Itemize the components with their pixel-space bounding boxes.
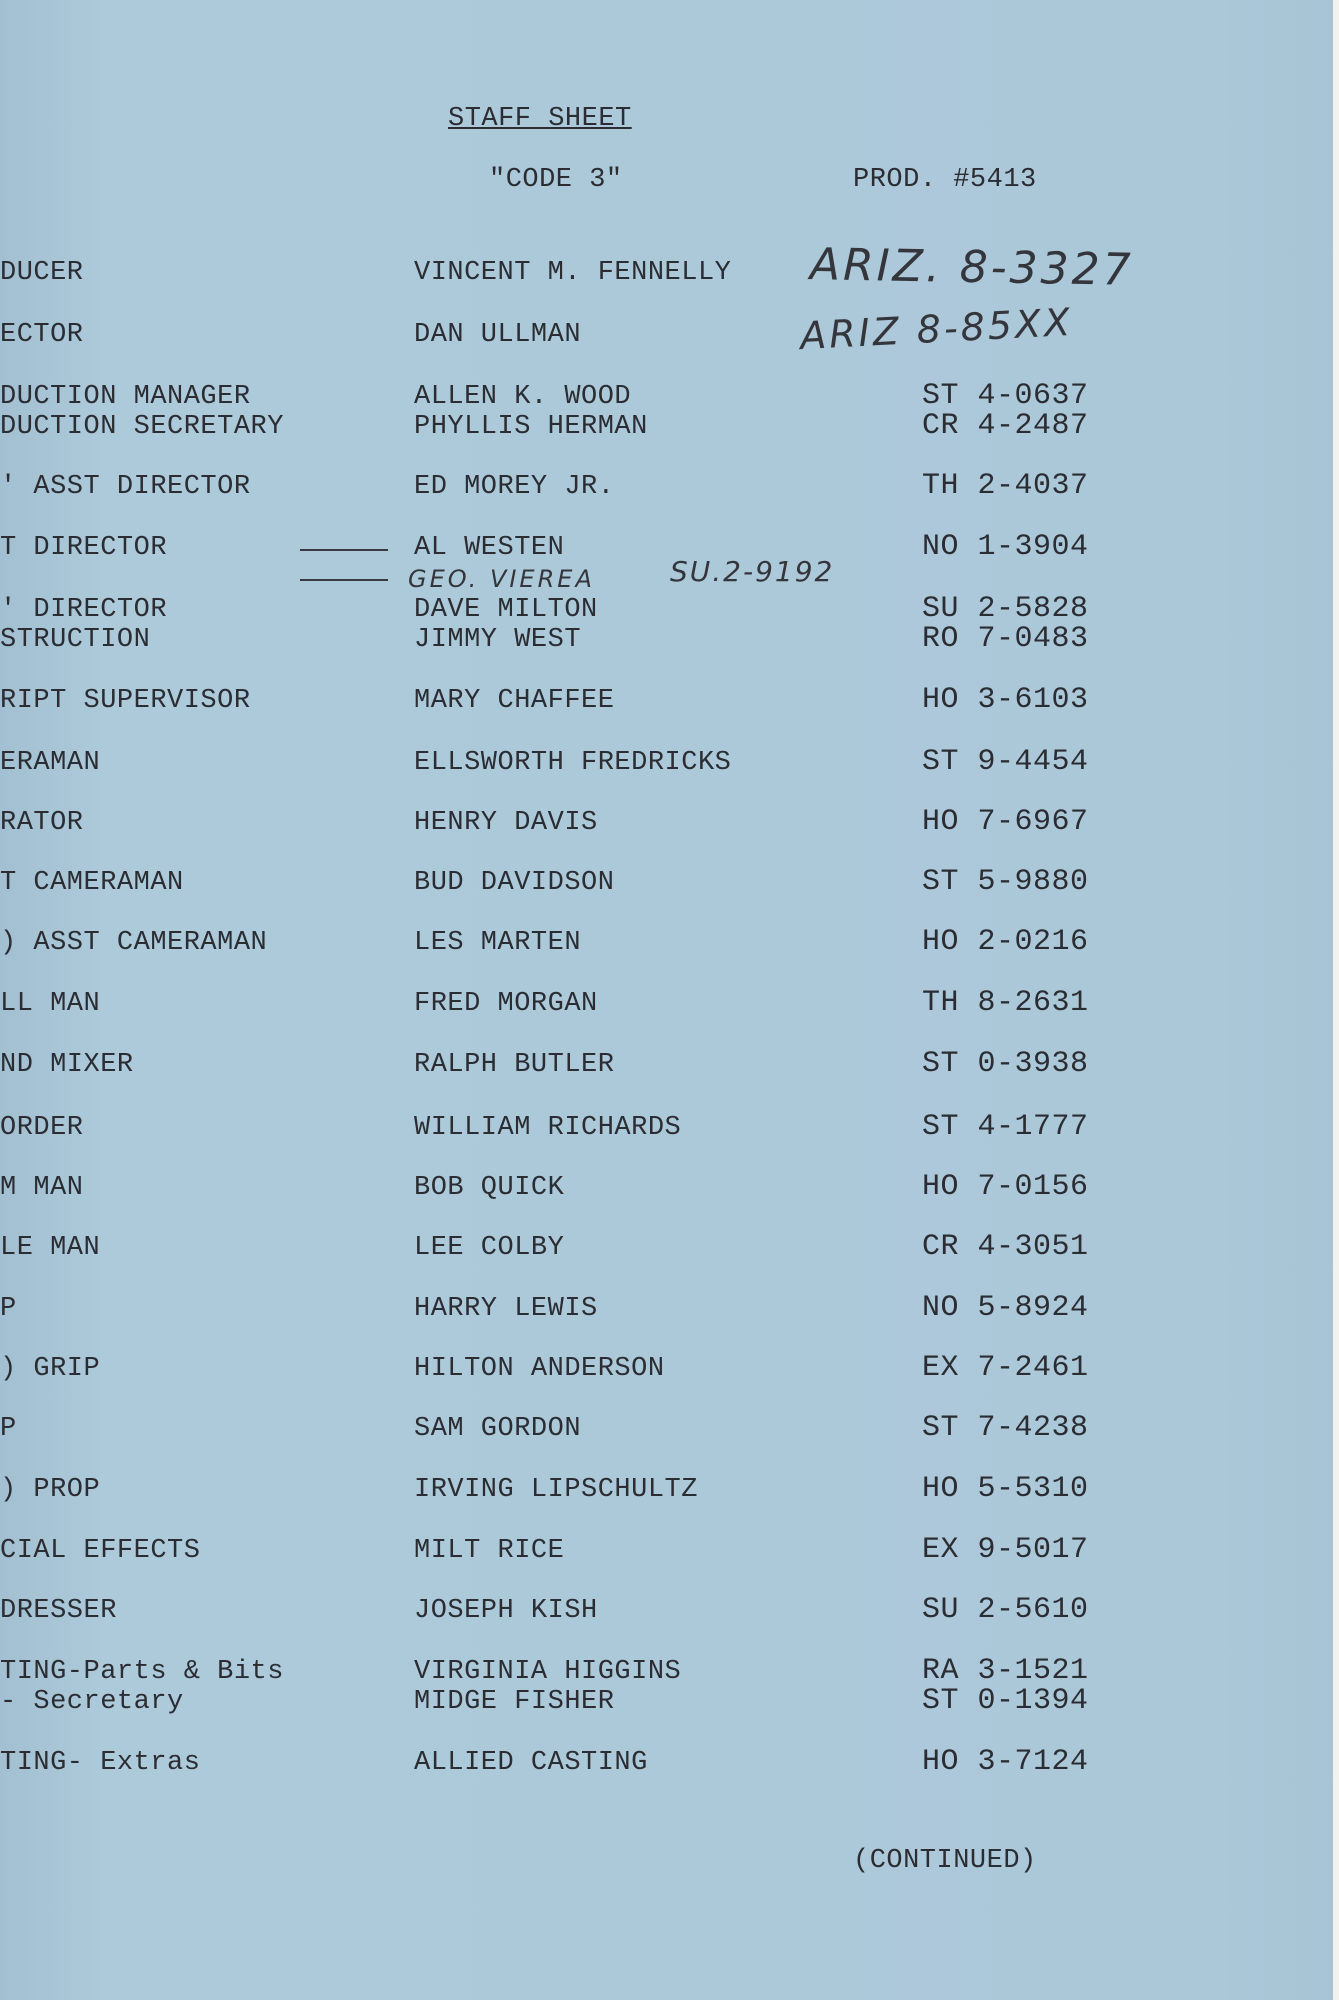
role-label: LL MAN — [0, 989, 101, 1019]
phone-number: ST 4-1777 — [922, 1110, 1089, 1144]
staff-name: FRED MORGAN — [414, 989, 598, 1019]
sheet-title: STAFF SHEET — [448, 104, 632, 134]
phone-number: HO 5-5310 — [922, 1472, 1089, 1506]
continued-label: (CONTINUED) — [853, 1846, 1037, 1876]
phone-number: TH 2-4037 — [922, 469, 1089, 503]
staff-name: AL WESTEN — [414, 533, 565, 563]
role-label: DUCTION MANAGER — [0, 382, 251, 412]
phone-number: HO 2-0216 — [922, 925, 1089, 959]
role-label: T DIRECTOR — [0, 533, 168, 563]
phone-number: RA 3-1521 — [922, 1654, 1089, 1688]
staff-name: JIMMY WEST — [414, 625, 582, 655]
role-label: TING-Parts & Bits — [0, 1657, 284, 1687]
role-label: DUCTION SECRETARY — [0, 412, 284, 442]
staff-name: BOB QUICK — [414, 1173, 565, 1203]
handwritten-phone-producer: ARIZ. 8-3327 — [809, 239, 1135, 296]
role-label: ) PROP — [0, 1475, 101, 1505]
staff-name: WILLIAM RICHARDS — [414, 1113, 682, 1143]
production-title: "CODE 3" — [489, 165, 623, 195]
role-label: ' ASST DIRECTOR — [0, 472, 251, 502]
role-label: RATOR — [0, 808, 84, 838]
strike-line — [300, 579, 388, 581]
phone-number: RO 7-0483 — [922, 622, 1089, 656]
strike-line — [300, 549, 388, 551]
phone-number: EX 7-2461 — [922, 1351, 1089, 1385]
role-label: P — [0, 1414, 17, 1444]
phone-number: SU 2-5610 — [922, 1593, 1089, 1627]
role-label: ) ASST CAMERAMAN — [0, 928, 268, 958]
staff-name: DAVE MILTON — [414, 595, 598, 625]
staff-name: DAN ULLMAN — [414, 320, 582, 350]
staff-name: PHYLLIS HERMAN — [414, 412, 648, 442]
phone-number: HO 7-6967 — [922, 805, 1089, 839]
phone-number: HO 3-7124 — [922, 1745, 1089, 1779]
role-label: ORDER — [0, 1113, 84, 1143]
staff-name: HILTON ANDERSON — [414, 1354, 665, 1384]
phone-number: ST 4-0637 — [922, 379, 1089, 413]
staff-name: MILT RICE — [414, 1536, 565, 1566]
staff-name: MARY CHAFFEE — [414, 686, 615, 716]
staff-name: MIDGE FISHER — [414, 1687, 615, 1717]
phone-number: CR 4-2487 — [922, 409, 1089, 443]
staff-name: IRVING LIPSCHULTZ — [414, 1475, 698, 1505]
staff-name: ALLEN K. WOOD — [414, 382, 632, 412]
role-label: M MAN — [0, 1173, 84, 1203]
phone-number: HO 7-0156 — [922, 1170, 1089, 1204]
staff-name: BUD DAVIDSON — [414, 868, 615, 898]
handwritten-added-name: GEO. VIEREA — [408, 565, 595, 593]
phone-number: NO 1-3904 — [922, 530, 1089, 564]
role-label: STRUCTION — [0, 625, 151, 655]
staff-name: SAM GORDON — [414, 1414, 582, 1444]
phone-number: ST 9-4454 — [922, 745, 1089, 779]
staff-name: LES MARTEN — [414, 928, 582, 958]
staff-name: VIRGINIA HIGGINS — [414, 1657, 682, 1687]
role-label: ' DIRECTOR — [0, 595, 168, 625]
phone-number: CR 4-3051 — [922, 1230, 1089, 1264]
phone-number: ST 5-9880 — [922, 865, 1089, 899]
staff-name: RALPH BUTLER — [414, 1050, 615, 1080]
production-number: PROD. #5413 — [853, 165, 1037, 195]
phone-number: ST 0-3938 — [922, 1047, 1089, 1081]
role-label: T CAMERAMAN — [0, 868, 184, 898]
handwritten-added-phone: SU.2-9192 — [670, 555, 835, 588]
staff-name: ALLIED CASTING — [414, 1748, 648, 1778]
role-label: RIPT SUPERVISOR — [0, 686, 251, 716]
role-label: LE MAN — [0, 1233, 101, 1263]
role-label: ) GRIP — [0, 1354, 101, 1384]
staff-name: LEE COLBY — [414, 1233, 565, 1263]
staff-name: ED MOREY JR. — [414, 472, 615, 502]
phone-number: SU 2-5828 — [922, 592, 1089, 626]
paper-edge — [1333, 0, 1339, 2000]
role-label: ERAMAN — [0, 748, 101, 778]
phone-number: EX 9-5017 — [922, 1533, 1089, 1567]
phone-number: ST 7-4238 — [922, 1411, 1089, 1445]
phone-number: TH 8-2631 — [922, 986, 1089, 1020]
staff-name: HENRY DAVIS — [414, 808, 598, 838]
staff-name: ELLSWORTH FREDRICKS — [414, 748, 732, 778]
role-label: - Secretary — [0, 1687, 184, 1717]
role-label: TING- Extras — [0, 1748, 201, 1778]
phone-number: ST 0-1394 — [922, 1684, 1089, 1718]
role-label: CIAL EFFECTS — [0, 1536, 201, 1566]
staff-name: VINCENT M. FENNELLY — [414, 258, 732, 288]
phone-number: HO 3-6103 — [922, 683, 1089, 717]
role-label: DUCER — [0, 258, 84, 288]
role-label: DRESSER — [0, 1596, 117, 1626]
handwritten-phone-director: ARIZ 8-85XX — [799, 299, 1074, 359]
phone-number: NO 5-8924 — [922, 1291, 1089, 1325]
role-label: ND MIXER — [0, 1050, 134, 1080]
staff-name: JOSEPH KISH — [414, 1596, 598, 1626]
role-label: P — [0, 1294, 17, 1324]
staff-name: HARRY LEWIS — [414, 1294, 598, 1324]
role-label: ECTOR — [0, 320, 84, 350]
